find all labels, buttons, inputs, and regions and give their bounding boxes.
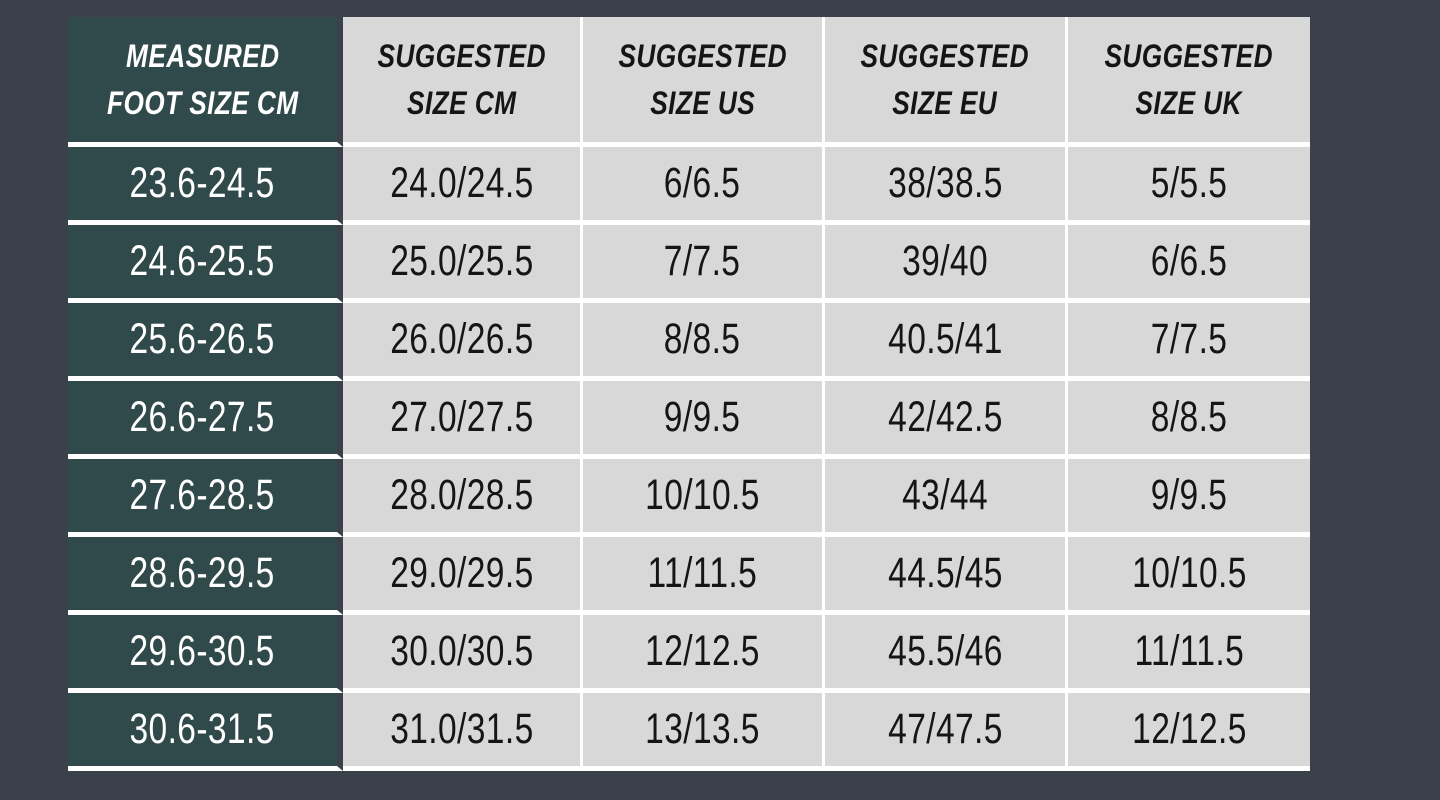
- size-conversion-table: [68, 17, 1310, 771]
- header-line: SUGGESTED: [618, 38, 787, 75]
- table-cell: 11/11.5: [1068, 615, 1310, 693]
- table-cell: 47/47.5: [825, 693, 1068, 771]
- column-header-suggested-size-eu: [825, 17, 1068, 147]
- header-line: SIZE EU: [892, 84, 998, 121]
- table-cell: 42/42.5: [825, 381, 1068, 459]
- column-header-suggested-size-us: [583, 17, 825, 147]
- table-cell: 8/8.5: [1068, 381, 1310, 459]
- header-line: SUGGESTED: [860, 38, 1030, 75]
- table-cell: 39/40: [825, 225, 1068, 303]
- table-cell: 9/9.5: [1068, 459, 1310, 537]
- table-cell: 27.0/27.5: [343, 381, 583, 459]
- table-cell: 13/13.5: [583, 693, 825, 771]
- column-header-measured-foot-size-cm: [68, 17, 343, 147]
- table-cell: 7/7.5: [583, 225, 825, 303]
- table-cell: 10/10.5: [583, 459, 825, 537]
- table-cell: 12/12.5: [583, 615, 825, 693]
- table-cell: 5/5.5: [1068, 147, 1310, 225]
- table-cell: 10/10.5: [1068, 537, 1310, 615]
- table-cell: 24.0/24.5: [343, 147, 583, 225]
- table-cell: 6/6.5: [1068, 225, 1310, 303]
- row-label-cell: 27.6-28.5: [68, 459, 343, 537]
- row-label-cell: 30.6-31.5: [68, 693, 343, 771]
- header-line: SIZE US: [650, 84, 755, 121]
- table-cell: 28.0/28.5: [343, 459, 583, 537]
- header-line: FOOT SIZE CM: [106, 84, 299, 121]
- row-label-cell: 26.6-27.5: [68, 381, 343, 459]
- column-header-suggested-size-uk: [1068, 17, 1310, 147]
- header-line: MEASURED: [125, 38, 280, 75]
- table-cell: 8/8.5: [583, 303, 825, 381]
- row-label-cell: 28.6-29.5: [68, 537, 343, 615]
- table-cell: 38/38.5: [825, 147, 1068, 225]
- header-line: SIZE UK: [1135, 84, 1243, 121]
- row-label-cell: 24.6-25.5: [68, 225, 343, 303]
- row-label-cell: 23.6-24.5: [68, 147, 343, 225]
- table-cell: 7/7.5: [1068, 303, 1310, 381]
- table-cell: 30.0/30.5: [343, 615, 583, 693]
- header-line: SUGGESTED: [1104, 38, 1274, 75]
- header-line: SUGGESTED: [377, 38, 546, 75]
- table-cell: 44.5/45: [825, 537, 1068, 615]
- column-header-suggested-size-cm: [343, 17, 583, 147]
- table-cell: 25.0/25.5: [343, 225, 583, 303]
- table-cell: 45.5/46: [825, 615, 1068, 693]
- table-cell: 43/44: [825, 459, 1068, 537]
- table-cell: 40.5/41: [825, 303, 1068, 381]
- row-label-cell: 25.6-26.5: [68, 303, 343, 381]
- table-cell: 26.0/26.5: [343, 303, 583, 381]
- header-line: SIZE CM: [406, 84, 517, 121]
- table-cell: 31.0/31.5: [343, 693, 583, 771]
- table-cell: 6/6.5: [583, 147, 825, 225]
- table-cell: 9/9.5: [583, 381, 825, 459]
- table-cell: 11/11.5: [583, 537, 825, 615]
- table-cell: 29.0/29.5: [343, 537, 583, 615]
- table-cell: 12/12.5: [1068, 693, 1310, 771]
- row-label-cell: 29.6-30.5: [68, 615, 343, 693]
